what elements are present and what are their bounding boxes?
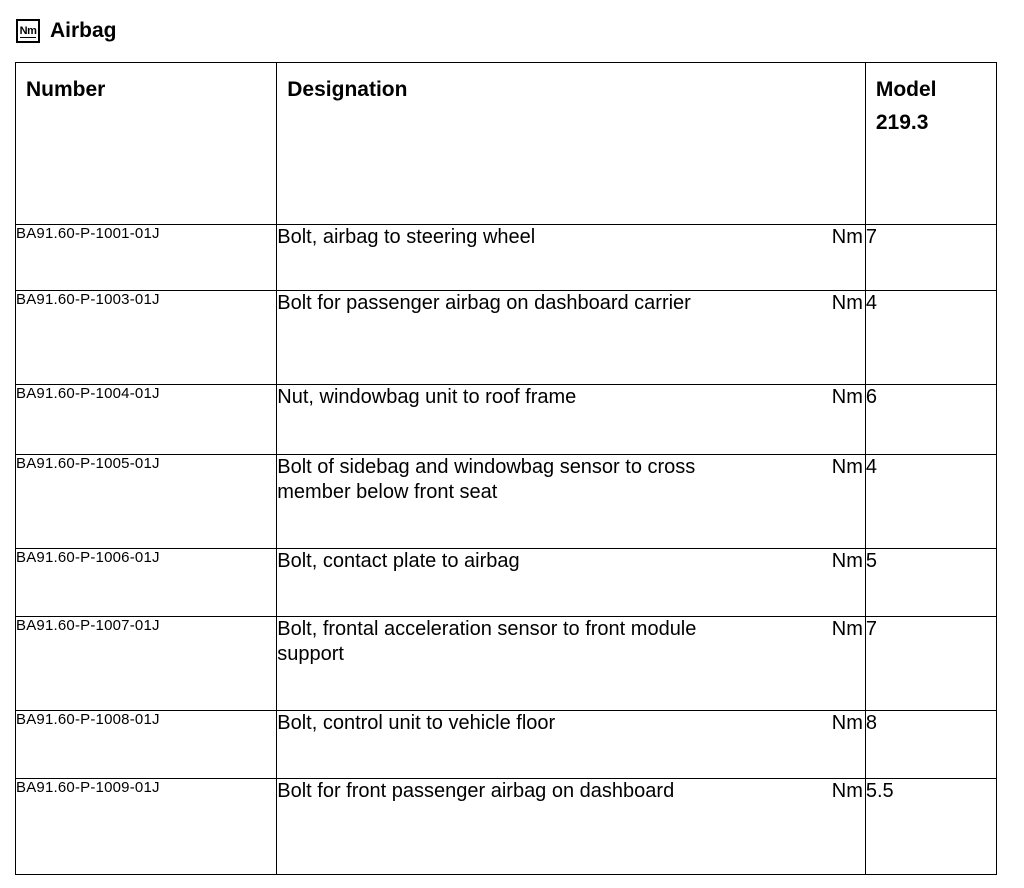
row-designation: Bolt, airbag to steering wheel <box>277 226 536 248</box>
row-number: BA91.60-P-1007-01J <box>16 617 277 711</box>
row-number: BA91.60-P-1008-01J <box>16 711 277 779</box>
row-value: 4 <box>865 455 996 549</box>
row-number: BA91.60-P-1004-01J <box>16 385 277 455</box>
row-designation: Bolt, control unit to vehicle floor <box>277 712 556 734</box>
row-value: 8 <box>865 711 996 779</box>
row-value: 4 <box>865 291 996 385</box>
row-designation: Bolt for front passenger airbag on dashboard <box>277 780 675 802</box>
row-designation-cell <box>277 779 866 875</box>
row-unit: Nm <box>831 226 863 248</box>
row-unit: Nm <box>831 386 863 408</box>
header-designation: Designation <box>277 63 866 225</box>
row-designation: Bolt, contact plate to airbag <box>277 550 520 572</box>
table-row <box>16 779 997 875</box>
table-row <box>16 617 997 711</box>
row-designation-cell <box>277 617 866 711</box>
table-row <box>16 711 997 779</box>
torque-spec-table <box>15 62 997 875</box>
table-row <box>16 385 997 455</box>
row-designation-cell <box>277 291 866 385</box>
row-number: BA91.60-P-1009-01J <box>16 779 277 875</box>
row-value: 5.5 <box>865 779 996 875</box>
row-designation: Nut, windowbag unit to roof frame <box>277 386 577 408</box>
row-unit: Nm <box>831 780 863 802</box>
row-unit: Nm <box>831 618 863 640</box>
table-row <box>16 455 997 549</box>
header-model-label: Model <box>875 78 937 101</box>
row-number: BA91.60-P-1001-01J <box>16 225 277 291</box>
row-number: BA91.60-P-1003-01J <box>16 291 277 385</box>
table-row <box>16 291 997 385</box>
row-designation-cell <box>277 385 866 455</box>
torque-nm-icon: Nm <box>16 19 40 43</box>
header-model-code: 219.3 <box>875 111 929 134</box>
section-title: Airbag <box>50 19 117 42</box>
row-value: 6 <box>865 385 996 455</box>
section-heading <box>16 16 117 46</box>
row-value: 7 <box>865 225 996 291</box>
table-header-row <box>16 63 997 225</box>
row-unit: Nm <box>831 550 863 572</box>
row-designation: Bolt for passenger airbag on dashboard carrier <box>277 292 691 314</box>
row-designation: Bolt of sidebag and windowbag sensor to cross member below front seat <box>277 456 696 503</box>
table-row <box>16 549 997 617</box>
table-row <box>16 225 997 291</box>
row-value: 5 <box>865 549 996 617</box>
row-unit: Nm <box>831 456 863 478</box>
row-unit: Nm <box>831 712 863 734</box>
row-number: BA91.60-P-1006-01J <box>16 549 277 617</box>
row-designation: Bolt, frontal acceleration sensor to front module support <box>277 618 697 665</box>
row-number: BA91.60-P-1005-01J <box>16 455 277 549</box>
row-designation-cell <box>277 549 866 617</box>
row-value: 7 <box>865 617 996 711</box>
row-unit: Nm <box>831 292 863 314</box>
row-designation-cell <box>277 225 866 291</box>
header-number: Number <box>16 63 277 225</box>
header-model <box>865 63 996 225</box>
row-designation-cell <box>277 455 866 549</box>
row-designation-cell <box>277 711 866 779</box>
